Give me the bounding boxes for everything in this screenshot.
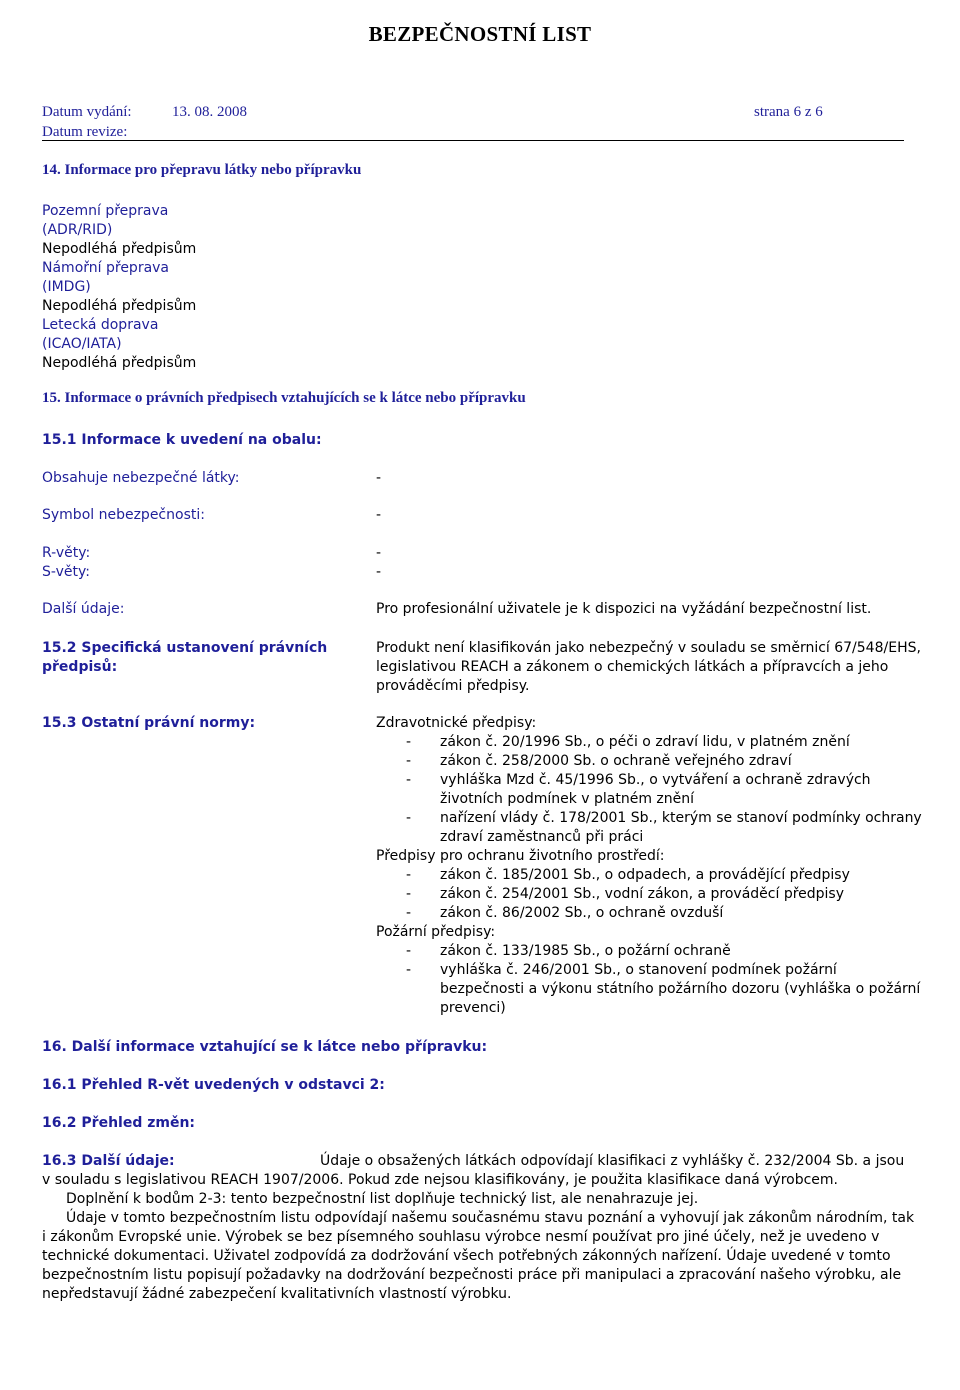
regulation-text: zákon č. 254/2001 Sb., vodní zákon, a prováděcí předpisy xyxy=(440,886,845,902)
regulation-text: zákon č. 185/2001 Sb., o odpadech, a provádějící předpisy xyxy=(440,867,850,883)
environment-regulations-heading: Předpisy pro ochranu životního prostředí: xyxy=(376,848,665,864)
fire-regulation-item xyxy=(376,999,922,1018)
s-phrases-label: S-věty: xyxy=(42,564,90,580)
transport-status: Nepodléhá předpisům xyxy=(42,298,197,314)
transport-mode-label: (IMDG) xyxy=(42,279,91,295)
fire-regulation-item xyxy=(376,980,922,999)
transport-mode-label: (ADR/RID) xyxy=(42,222,113,238)
issue-date: 13. 08. 2008 xyxy=(172,104,247,120)
list-dash: - xyxy=(406,753,412,769)
environment-regulation-item xyxy=(376,904,922,923)
transport-status: Nepodléhá předpisům xyxy=(42,241,197,257)
regulation-text: zákon č. 86/2002 Sb., o ochraně ovzduší xyxy=(440,905,724,921)
hazard-symbol-value: - xyxy=(376,507,382,523)
transport-list xyxy=(42,202,196,373)
section-16-3-text-cont: v souladu s legislativou REACH 1907/2006. Pokud zde nejsou klasifikovány, je použita klasifikace daná výrobcem. xyxy=(42,1172,838,1188)
section-16-3-title: 16.3 Další údaje: xyxy=(42,1153,175,1169)
section-16-3-text: Údaje o obsažených látkách odpovídají klasifikaci z vyhlášky č. 232/2004 Sb. a jsou xyxy=(320,1153,905,1169)
list-dash: - xyxy=(406,886,412,902)
regulation-text: bezpečnosti a výkonu státního požárního dozoru (vyhláška o požární xyxy=(440,981,921,997)
other-info-value: Pro profesionální uživatele je k dispozici na vyžádání bezpečnostní list. xyxy=(376,601,872,617)
health-regulations-heading: Zdravotnické předpisy: xyxy=(376,715,537,731)
regulation-text: prevenci) xyxy=(440,1000,506,1016)
text-line: legislativou REACH a zákonem o chemických látkách a přípravcích a jeho xyxy=(376,659,889,675)
regulation-text: zákon č. 258/2000 Sb. o ochraně veřejného zdraví xyxy=(440,753,792,769)
fire-regulation-item xyxy=(376,942,922,961)
section-16-title: 16. Další informace vztahující se k látce nebo přípravku: xyxy=(42,1039,488,1055)
header-divider xyxy=(42,140,904,141)
other-regulations xyxy=(376,714,922,1018)
health-regulation-item xyxy=(376,752,922,771)
regulation-text: vyhláška č. 246/2001 Sb., o stanovení podmínek požární xyxy=(440,962,837,978)
issue-date-label: Datum vydání: xyxy=(42,104,132,120)
section-15-2-title: 15.2 Specifická ustanovení právních xyxy=(42,640,328,656)
section-16-2-title: 16.2 Přehled změn: xyxy=(42,1115,196,1131)
regulation-text: zákon č. 133/1985 Sb., o požární ochraně xyxy=(440,943,731,959)
health-regulation-item xyxy=(376,809,922,828)
r-phrases-label: R-věty: xyxy=(42,545,91,561)
revision-date-label: Datum revize: xyxy=(42,124,128,140)
r-phrases-value: - xyxy=(376,545,382,561)
section-15-2-title-cont: předpisů: xyxy=(42,659,118,675)
fire-regulation-item xyxy=(376,961,922,980)
transport-mode-label: (ICAO/IATA) xyxy=(42,336,122,352)
regulation-text: životních podmínek v platném znění xyxy=(440,791,695,807)
list-dash: - xyxy=(406,905,412,921)
section-14-title: 14. Informace pro přepravu látky nebo přípravku xyxy=(42,162,362,178)
transport-status: Nepodléhá předpisům xyxy=(42,355,197,371)
hazardous-substances-label: Obsahuje nebezpečné látky: xyxy=(42,470,240,486)
list-dash: - xyxy=(406,734,412,750)
list-dash: - xyxy=(406,810,412,826)
hazardous-substances-value: - xyxy=(376,470,382,486)
section-15-title: 15. Informace o právních předpisech vztahujících se k látce nebo přípravku xyxy=(42,390,526,406)
disclaimer-paragraph: Údaje v tomto bezpečnostním listu odpovídají našemu současnému stavu poznání a vyhovují jak zákonům národním, tak i zákonům Evropské unie. Výrobek se bez písemného souhlasu výrobce nesmí používat pro jiné účely, než je uvedeno v technické dokumentaci. Uživatel zodpovídá za dodržování všech potřebných zákonných nařízení. Údaje uvedené v tomto bezpečnostním listu popisují požadavky na dodržování bezpečnosti práce při manipulaci a zpracování našeho výrobku, ale nepředstavují žádné zabezpečení kvalitativních vlastností výrobku. xyxy=(42,1210,915,1302)
transport-mode-label: Pozemní přeprava xyxy=(42,203,169,219)
health-regulation-item xyxy=(376,771,922,790)
list-dash: - xyxy=(406,962,412,978)
regulation-text: zákon č. 20/1996 Sb., o péči o zdraví lidu, v platném znění xyxy=(440,734,850,750)
regulation-text: nařízení vlády č. 178/2001 Sb., kterým se stanoví podmínky ochrany xyxy=(440,810,922,826)
health-regulation-item xyxy=(376,790,922,809)
hazard-symbol-label: Symbol nebezpečnosti: xyxy=(42,507,205,523)
page-number: strana 6 z 6 xyxy=(754,104,823,120)
health-regulation-item xyxy=(376,733,922,752)
text-line: Produkt není klasifikován jako nebezpečný v souladu se směrnicí 67/548/EHS, xyxy=(376,640,921,656)
other-info-label: Další údaje: xyxy=(42,601,125,617)
list-dash: - xyxy=(406,867,412,883)
health-regulation-item xyxy=(376,828,922,847)
environment-regulation-item xyxy=(376,866,922,885)
s-phrases-value: - xyxy=(376,564,382,580)
fire-regulations-heading: Požární předpisy: xyxy=(376,924,496,940)
environment-regulation-item xyxy=(376,885,922,904)
section-16-3-note: Doplnění k bodům 2-3: tento bezpečnostní list doplňuje technický list, ale nenahrazuje jej. xyxy=(66,1191,699,1207)
transport-mode-label: Námořní přeprava xyxy=(42,260,170,276)
section-16-1-title: 16.1 Přehled R-vět uvedených v odstavci 2: xyxy=(42,1077,385,1093)
section-15-3-title: 15.3 Ostatní právní normy: xyxy=(42,715,256,731)
regulation-text: vyhláška Mzd č. 45/1996 Sb., o vytváření a ochraně zdravých xyxy=(440,772,871,788)
list-dash: - xyxy=(406,943,412,959)
transport-mode-label: Letecká doprava xyxy=(42,317,159,333)
section-15-1-title: 15.1 Informace k uvedení na obalu: xyxy=(42,432,322,448)
regulation-text: zdraví zaměstnanců při práci xyxy=(440,829,644,845)
list-dash: - xyxy=(406,772,412,788)
text-line: prováděcími předpisy. xyxy=(376,678,530,694)
section-15-2-text xyxy=(376,639,921,696)
document-title: BEZPEČNOSTNÍ LIST xyxy=(368,22,592,46)
